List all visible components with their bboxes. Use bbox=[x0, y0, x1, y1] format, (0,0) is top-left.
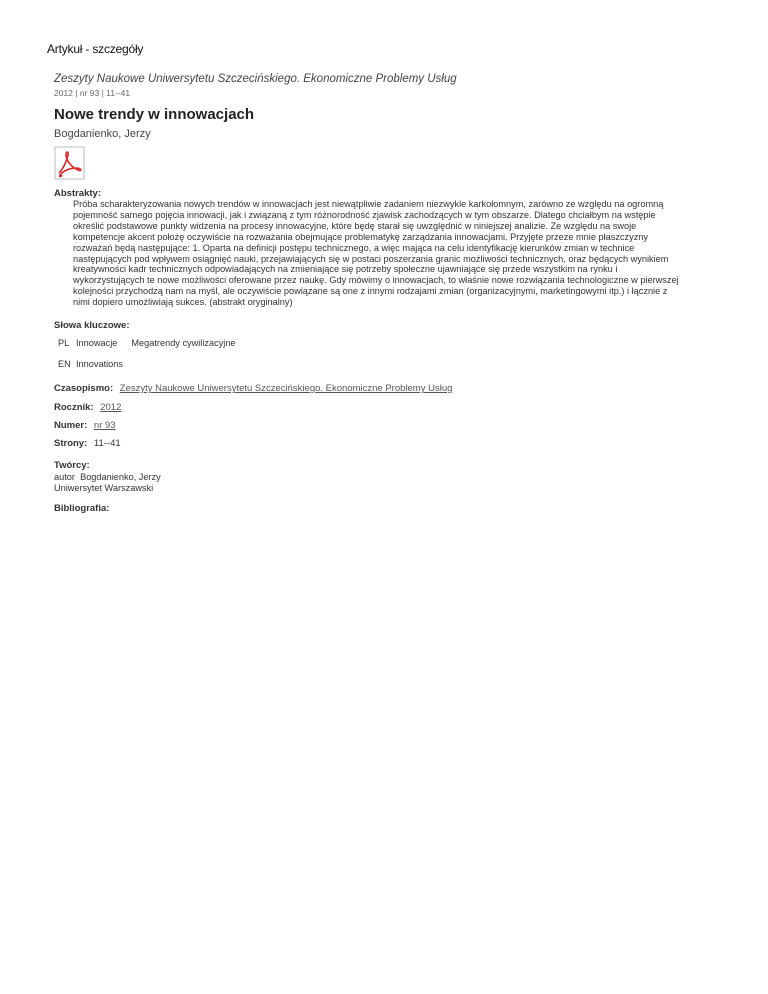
pdf-icon bbox=[54, 146, 87, 181]
abstract-line: kolejności przychodzą nam na myśl, ale oczywiście powiązane są one z innymi rodzajami zmian (organizacyjnymi, marketingowymi itp.) i łącznie z bbox=[73, 286, 668, 297]
pages-field bbox=[54, 438, 121, 449]
journal-label: Czasopismo: bbox=[54, 383, 114, 394]
keyword-lang-en: EN bbox=[58, 359, 71, 369]
creator-line bbox=[54, 472, 161, 482]
creators-heading: Twórcy: bbox=[54, 460, 90, 471]
article-title: Nowe trendy w innowacjach bbox=[54, 106, 255, 123]
abstract-line: wykorzystujących te nowe możliwości oferowane przez naukę. Gdy mówimy o innowacjach, to właśnie nowe rozwiązania technologiczne w pierwszej bbox=[73, 275, 679, 286]
keywords-row-en bbox=[58, 359, 137, 369]
abstract-line: Próba scharakteryzowania nowych trendów w innowacjach jest niewątpliwie zadaniem niezwykle karkołomnym, zarówno ze względu na ogromną bbox=[73, 199, 664, 209]
keyword-innowacje[interactable]: Innowacje bbox=[76, 338, 118, 348]
page-header-title: Artykuł - szczegóły bbox=[47, 42, 144, 56]
journal-link[interactable]: Zeszyty Naukowe Uniwersytetu Szczecińskiego. Ekonomiczne Problemy Usług bbox=[119, 383, 453, 394]
creator-role: autor bbox=[54, 472, 75, 482]
year-link[interactable]: 2012 bbox=[100, 402, 122, 413]
abstract-text bbox=[73, 199, 723, 308]
abstract-heading: Abstrakty: bbox=[54, 188, 101, 199]
bibliography-heading: Bibliografia: bbox=[54, 503, 110, 514]
year-field bbox=[54, 402, 121, 413]
keyword-lang-pl: PL bbox=[58, 338, 70, 348]
keywords-heading: Słowa kluczowe: bbox=[54, 320, 130, 331]
issue-label: Numer: bbox=[54, 420, 88, 431]
abstract-line: określić podstawowe punkty widzenia na procesy innowacyjne, które będę starał się uwzględnić w niniejszej analizie. Ze względu na swoje bbox=[73, 220, 637, 231]
abstract-line: kreatywności kadr technicznych odpowiadających na zmieniające się potrzeby społeczne ujawniające się przede wszystkim na rynku i bbox=[73, 264, 618, 275]
issue-field bbox=[54, 420, 116, 431]
creator-name: Bogdanienko, Jerzy bbox=[80, 472, 161, 482]
creator-affiliation: Uniwersytet Warszawski bbox=[54, 483, 154, 493]
abstract-line: nimi dopiero umożliwiają sukces. (abstrakt oryginalny) bbox=[73, 297, 293, 308]
abstract-line: rozważań będą następujące: 1. Oparta na definicji postępu technicznego, a więc mająca na celu identyfikację kierunków zmian w technice bbox=[73, 242, 635, 253]
pages-label: Strony: bbox=[54, 438, 88, 449]
abstract-line: następujących pod wpływem osiągnięć nauki, przejawiających się w postaci poszerzania granic możliwości technicznych, oraz będących wynikiem bbox=[73, 253, 669, 264]
pages-value: 11--41 bbox=[93, 438, 121, 449]
keywords-row-pl bbox=[58, 338, 250, 348]
journal-name: Zeszyty Naukowe Uniwersytetu Szczecińskiego. Ekonomiczne Problemy Usług bbox=[54, 73, 457, 85]
abstract-line: pojemność samego pojęcia innowacji, jak i związaną z tym różnorodność zjawisk zachodzących w tym obszarze. Dlatego chciałbym na wstępie bbox=[73, 209, 656, 220]
keyword-innovations[interactable]: Innovations bbox=[76, 359, 123, 369]
abstract-line: kompetencje akcent położę oczywiście na rozważania obejmujące problematykę zarządzania innowacjami. Przyjęte przeze mnie płaszczyzny bbox=[73, 231, 649, 242]
issue-link[interactable]: nr 93 bbox=[93, 420, 116, 431]
year-label: Rocznik: bbox=[54, 402, 94, 413]
article-authors: Bogdanienko, Jerzy bbox=[54, 128, 151, 140]
article-meta: 2012 | nr 93 | 11--41 bbox=[54, 88, 131, 98]
keyword-megatrendy[interactable]: Megatrendy cywilizacyjne bbox=[131, 338, 236, 348]
journal-field bbox=[54, 383, 452, 394]
pdf-download-link[interactable] bbox=[54, 146, 87, 181]
